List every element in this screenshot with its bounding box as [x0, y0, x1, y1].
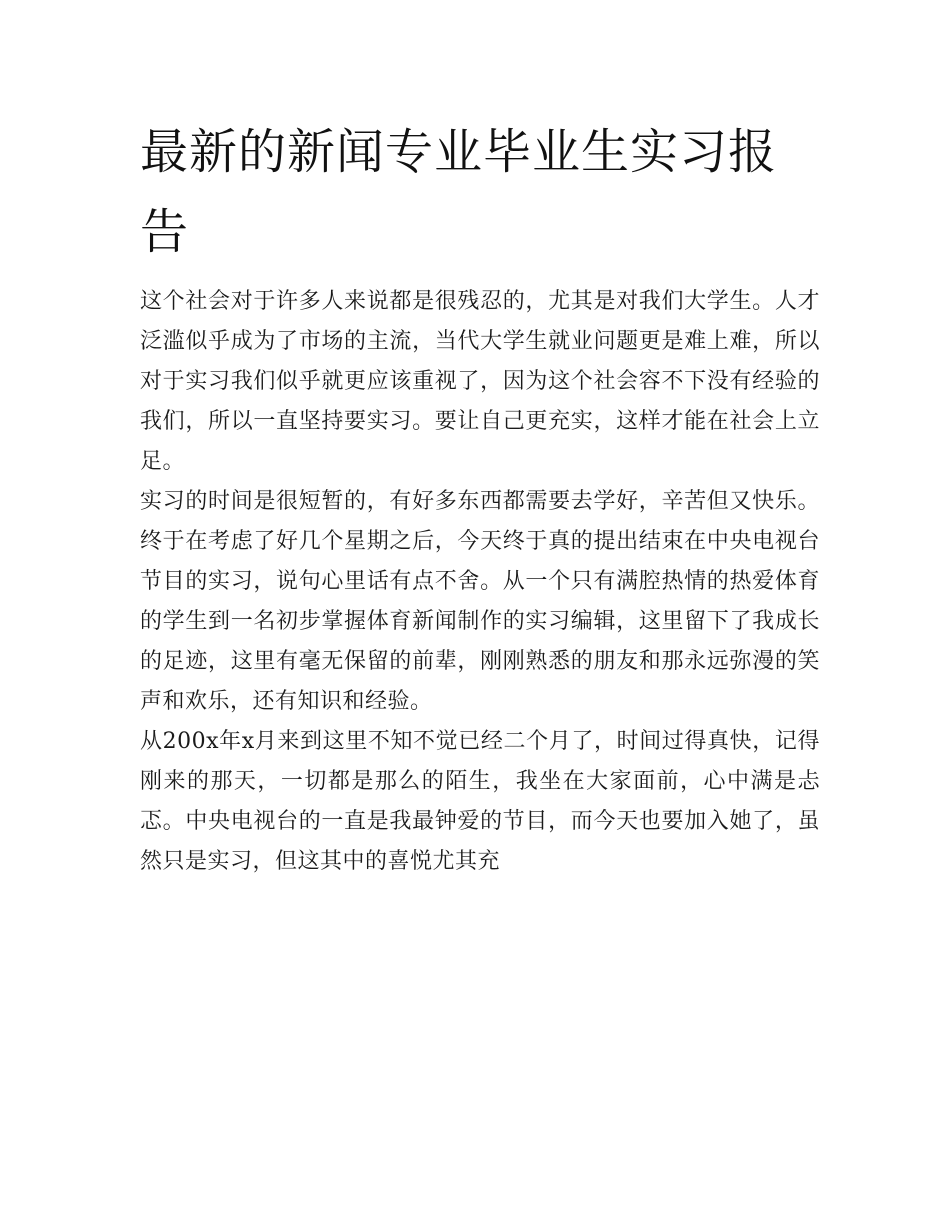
paragraph-1: 这个社会对于许多人来说都是很残忍的，尤其是对我们大学生。人才泛滥似乎成为了市场的主流，当代大学生就业问题更是难上难，所以对于实习我们似乎就更应该重视了，因为这个社会容不下没有经验的我们，所以一直坚持要实习。要让自己更充实，这样才能在社会上立足。: [140, 289, 820, 474]
document-title: 最新的新闻专业毕业生实习报告: [140, 124, 778, 260]
document-body: [140, 282, 820, 882]
paragraph-3: 从200x年x月来到这里不知不觉已经二个月了，时间过得真快，记得刚来的那天，一切都是那么的陌生，我坐在大家面前，心中满是忐忑。中央电视台的一直是我最钟爱的节目，而今天也要加入她了，虽然只是实习，但这其中的喜悦尤其充: [140, 729, 820, 874]
paragraph-2: 实习的时间是很短暂的，有好多东西都需要去学好，辛苦但又快乐。终于在考虑了好几个星期之后，今天终于真的提出结束在中央电视台节目的实习，说句心里话有点不舍。从一个只有满腔热情的热爱体育的学生到一名初步掌握体育新闻制作的实习编辑，这里留下了我成长的足迹，这里有毫无保留的前辈，刚刚熟悉的朋友和那永远弥漫的笑声和欢乐，还有知识和经验。: [140, 489, 820, 714]
